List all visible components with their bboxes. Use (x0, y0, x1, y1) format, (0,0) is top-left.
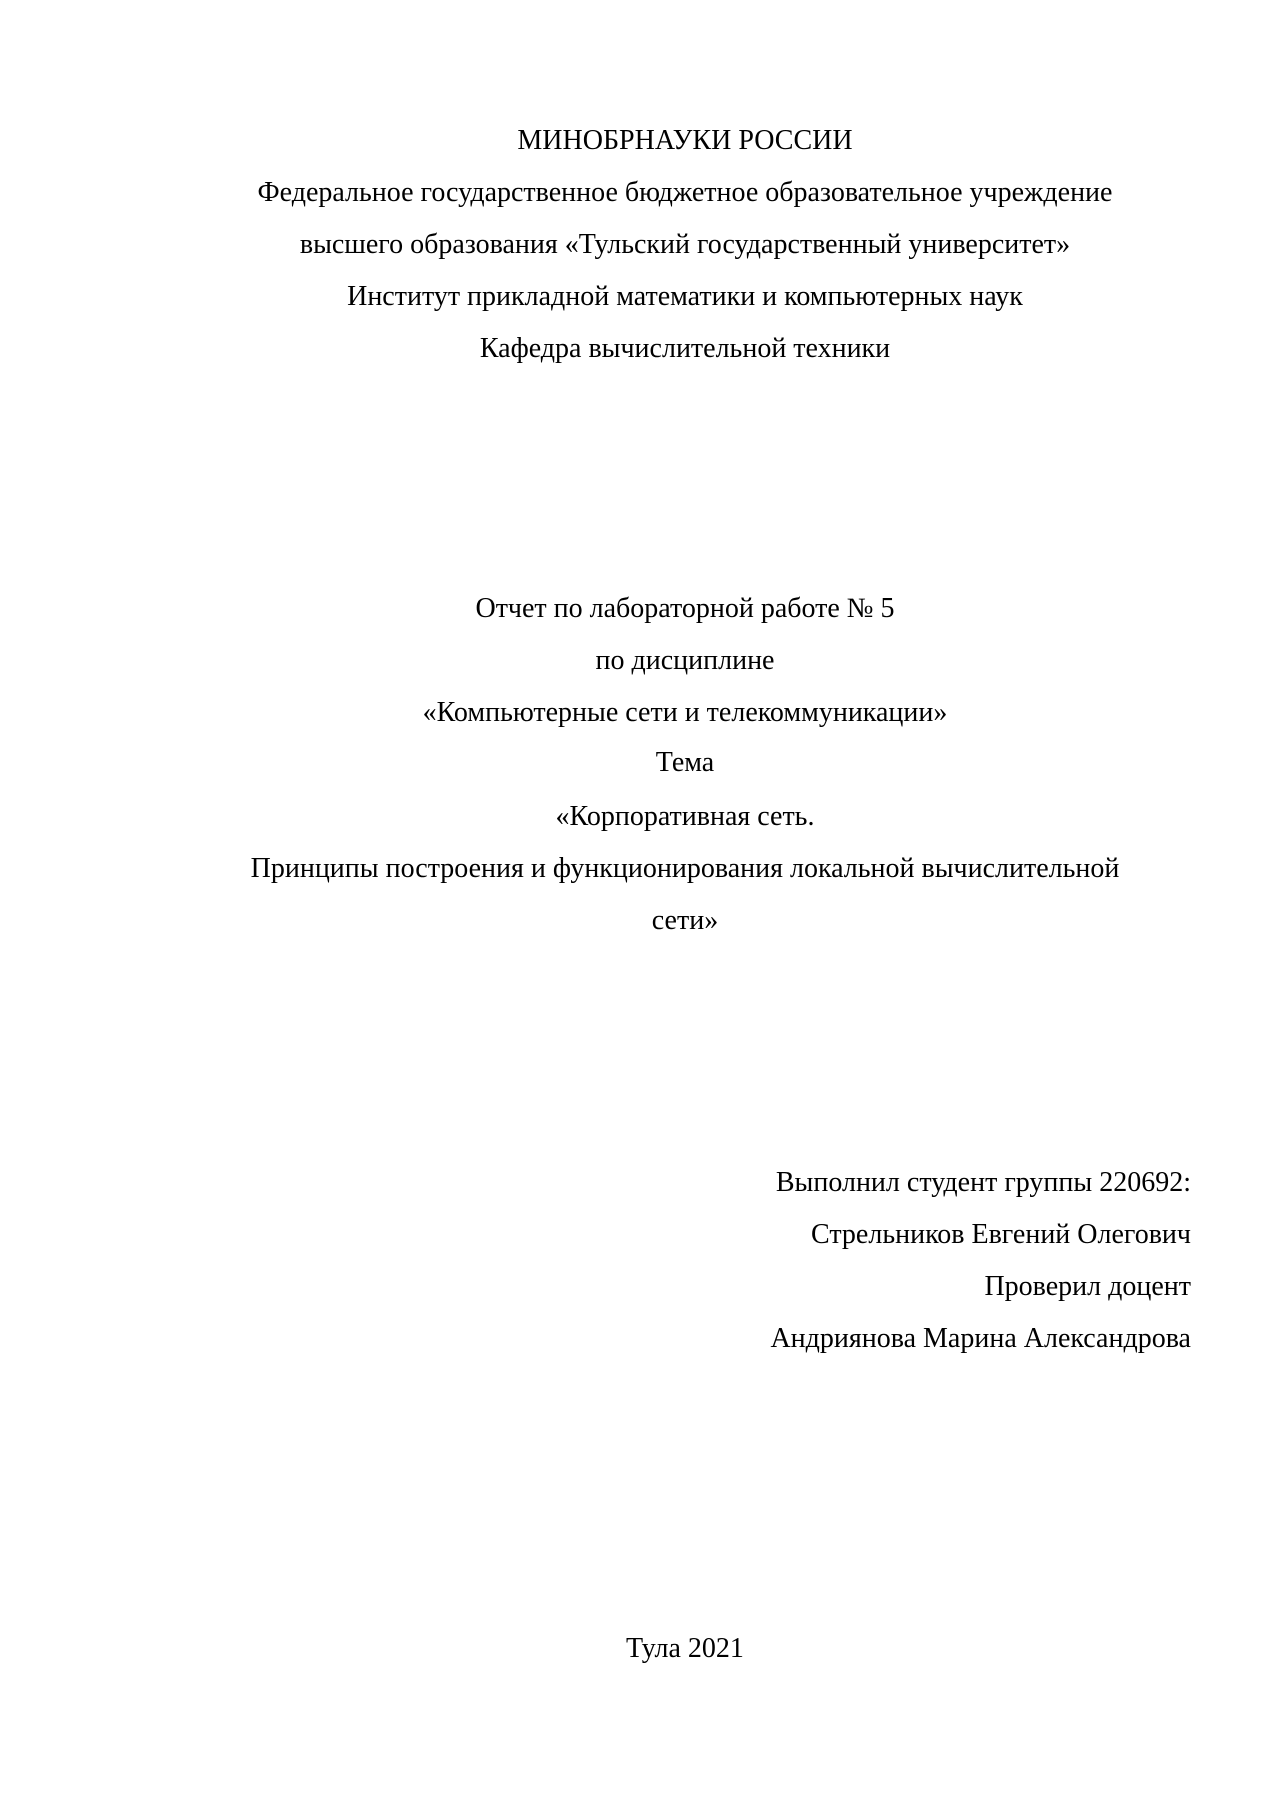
checked-by-label: Проверил доцент (984, 1271, 1191, 1302)
student-name: Стрельников Евгений Олегович (811, 1219, 1191, 1250)
performed-by-label: Выполнил студент группы 220692: (775, 1167, 1191, 1198)
topic-line-2: Принципы построения и функционирования локальной вычислительной (250, 853, 1120, 884)
teacher-name: Андриянова Марина Александрова (770, 1323, 1191, 1354)
discipline-name: «Компьютерные сети и телекоммуникации» (422, 697, 948, 728)
institute-name: Институт прикладной математики и компьютерных наук (347, 281, 1023, 312)
department-name: Кафедра вычислительной техники (479, 333, 891, 364)
institution-line-1: Федеральное государственное бюджетное образовательное учреждение (257, 177, 1113, 208)
institution-line-2: высшего образования «Тульский государственный университет» (299, 229, 1071, 260)
topic-line-1: «Корпоративная сеть. (555, 801, 815, 832)
city-year: Тула 2021 (626, 1633, 744, 1664)
report-title: Отчет по лабораторной работе № 5 (475, 593, 895, 624)
topic-line-3: сети» (651, 905, 719, 936)
topic-label: Тема (655, 747, 715, 778)
ministry-heading: МИНОБРНАУКИ РОССИИ (517, 125, 853, 156)
discipline-label: по дисциплине (595, 645, 775, 676)
